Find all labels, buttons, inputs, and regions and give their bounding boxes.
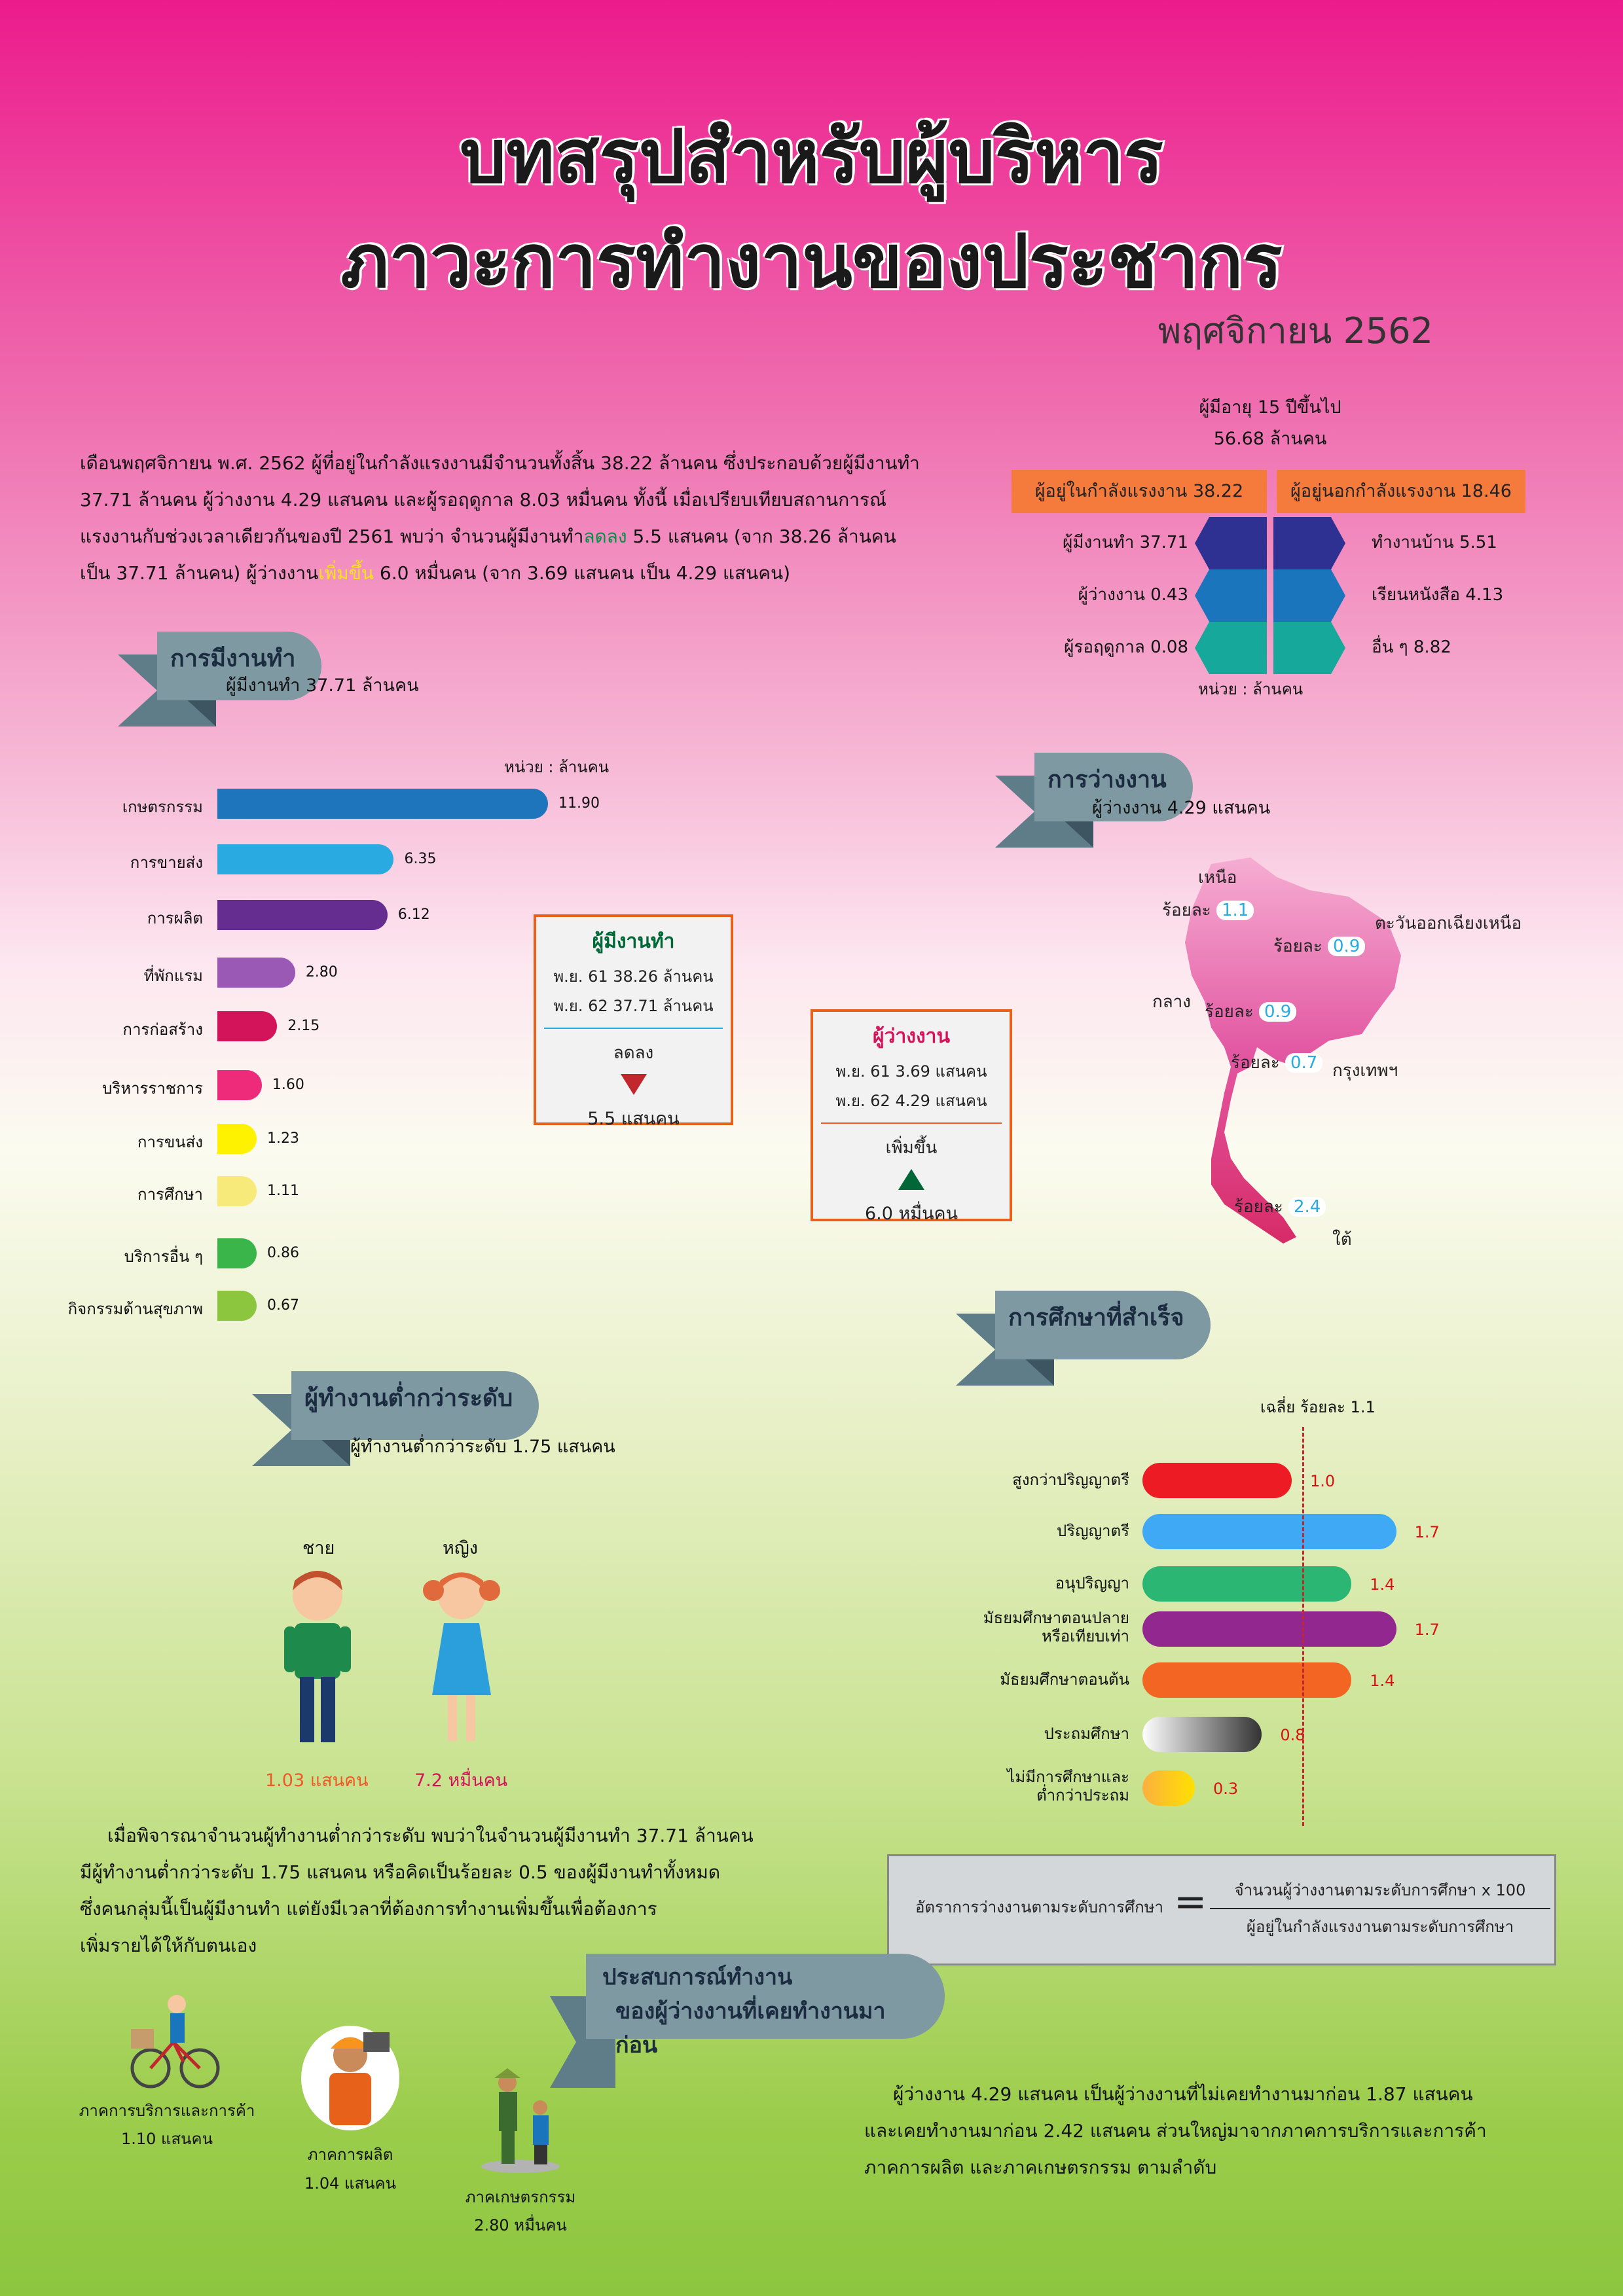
education-category-label: สูงกว่าปริญญาตรี <box>1012 1471 1129 1489</box>
education-bar-value: 1.0 <box>1310 1472 1336 1490</box>
employment-category-label: การขนส่ง <box>137 1133 203 1151</box>
unemp-box-change: เพิ่มขึ้น <box>885 1138 938 1158</box>
underemployed-ribbon <box>291 1371 539 1440</box>
intro-line: เดือนพฤศจิกายน พ.ศ. 2562 ผู้ที่อยู่ในกำลังแรงงานมีจำนวนทั้งสิ้น 38.22 ล้านคน ซึ่งประกอบด้วยผู้มีงานทำ <box>80 452 920 474</box>
region-north-name: เหนือ <box>1198 868 1237 888</box>
experience-ribbon-line1: ประสบการณ์ทำงาน <box>602 1964 793 1990</box>
unemp-box-row1: พ.ย. 61 3.69 แสนคน <box>835 1062 987 1081</box>
employment-category-label: การศึกษา <box>137 1185 203 1204</box>
employed-unit: หน่วย : ล้านคน <box>504 758 610 776</box>
employment-bar-value: 0.67 <box>267 1297 299 1314</box>
unemployment-ribbon-label: การว่างงาน <box>1034 753 1193 821</box>
employment-bar <box>217 844 393 874</box>
education-bar <box>1142 1566 1351 1602</box>
pop-left-1: ผู้ว่างงาน 0.43 <box>1078 585 1188 605</box>
employment-bar-value: 2.15 <box>287 1018 320 1034</box>
sector-service-name: ภาคการบริการและการค้า <box>79 2102 255 2120</box>
female-value: 7.2 หมื่นคน <box>414 1770 508 1791</box>
education-category-label: มัธยมศึกษาตอนปลาย หรือเทียบเท่า <box>983 1609 1129 1645</box>
education-ribbon <box>995 1291 1211 1359</box>
sector-manufacturing-name: ภาคการผลิต <box>307 2145 393 2164</box>
formula-denominator: ผู้อยู่ในกำลังแรงงานตามระดับการศึกษา <box>1246 1918 1514 1936</box>
education-bar <box>1142 1662 1351 1698</box>
formula-left: อัตราการว่างงานตามระดับการศึกษา <box>915 1898 1163 1916</box>
employment-category-label: การก่อสร้าง <box>122 1020 203 1039</box>
equals-sign: = <box>1174 1879 1207 1925</box>
education-ribbon-label: การศึกษาที่สำเร็จ <box>995 1291 1211 1359</box>
sector-agriculture-value: 2.80 หมื่นคน <box>474 2216 567 2234</box>
employment-bar-value: 11.90 <box>558 795 600 812</box>
employment-category-label: การขายส่ง <box>130 853 203 872</box>
male-value: 1.03 แสนคน <box>265 1770 369 1791</box>
education-category-label: ประถมศึกษา <box>1044 1725 1129 1743</box>
education-bar <box>1142 1463 1292 1498</box>
region-south-rate: ร้อยละ 2.4 <box>1234 1193 1326 1220</box>
region-northeast-name: ตะวันออกเฉียงเหนือ <box>1375 914 1522 933</box>
pop-age: ผู้มีอายุ 15 ปีขึ้นไป <box>1199 397 1341 418</box>
emp-box-row2: พ.ย. 62 37.71 ล้านคน <box>553 997 714 1015</box>
emp-box-row1: พ.ย. 61 38.26 ล้านคน <box>553 967 714 986</box>
education-category-label: อนุปริญญา <box>1055 1574 1129 1592</box>
underemployed-ribbon-label: ผู้ทำงานต่ำกว่าระดับ <box>291 1371 539 1440</box>
education-bar-value: 0.8 <box>1280 1726 1305 1744</box>
underemployed-paragraph: เมื่อพิจารณาจำนวนผู้ทำงานต่ำกว่าระดับ พบว่าในจำนวนผู้มีงานทำ 37.71 ล้านคน มีผู้ทำงานต่ำกว่าระดับ 1.75 แสนคน หรือคิดเป็นร้อยละ 0.5 ของผู้มีงานทำทั้งหมด ซึ่งคนกลุ่มนี้เป็นผู้มีงานทำ แต่ยังมีเวลาที่ต้องการทำงานเพิ่มขึ้นเพื่อต้องการ เพิ่มรายได้ให้กับตนเอง <box>80 1825 754 1956</box>
experience-ribbon-line2: ของผู้ว่างงานที่เคยทำงานมาก่อน <box>615 1998 886 2058</box>
employed-compare-box <box>534 914 733 1129</box>
unemp-box-row2: พ.ย. 62 4.29 แสนคน <box>835 1092 987 1110</box>
sector-manufacturing-value: 1.04 แสนคน <box>304 2174 397 2193</box>
education-bar-value: 1.4 <box>1370 1672 1395 1690</box>
education-category-label: ไม่มีการศึกษาและ ต่ำกว่าประถม <box>1007 1768 1129 1804</box>
cyclist-icon <box>124 1990 223 2094</box>
education-bar <box>1142 1611 1396 1647</box>
education-category-label: ปริญญาตรี <box>1057 1522 1129 1540</box>
emp-box-change: ลดลง <box>613 1043 654 1063</box>
farmers-icon <box>478 2068 563 2173</box>
unemployed-compare-box <box>811 1009 1012 1224</box>
employment-bar <box>217 958 295 988</box>
intro-line: 37.71 ล้านคน ผู้ว่างงาน 4.29 แสนคน และผู้รอฤดูกาล 8.03 หมื่นคน ทั้งนี้ เมื่อเปรียบเทียบสถานการณ์ <box>80 489 886 511</box>
employment-category-label: เกษตรกรรม <box>122 798 203 816</box>
education-bar <box>1142 1770 1195 1806</box>
education-bar-value: 1.7 <box>1414 1523 1440 1541</box>
employment-bar <box>217 1124 257 1154</box>
employment-category-label: กิจกรรมด้านสุขภาพ <box>67 1300 203 1318</box>
employment-category-label: บริหารราชการ <box>102 1079 203 1098</box>
pop-right-2: อื่น ๆ 8.82 <box>1372 637 1451 657</box>
experience-paragraph: ผู้ว่างงาน 4.29 แสนคน เป็นผู้ว่างงานที่ไม่เคยทำงานมาก่อน 1.87 แสนคน และเคยทำงานมาก่อน 2.42 แสนคน ส่วนใหญ่มาจากภาคการบริการและการค้า ภาคการผลิต และภาคเกษตรกรรม ตามลำดับ <box>864 2083 1487 2178</box>
underemployed-sub: ผู้ทำงานต่ำกว่าระดับ 1.75 แสนคน <box>350 1437 615 1457</box>
pop-right-1: เรียนหนังสือ 4.13 <box>1372 585 1504 605</box>
experience-ribbon <box>586 1954 945 2058</box>
education-average: เฉลี่ย ร้อยละ 1.1 <box>1260 1398 1376 1416</box>
pop-left-2: ผู้รอฤดูกาล 0.08 <box>1064 637 1188 657</box>
down-arrow-icon <box>621 1074 647 1095</box>
employment-category-label: ที่พักแรม <box>143 967 203 985</box>
employment-bar-value: 1.60 <box>272 1077 304 1093</box>
report-month: พฤศจิกายน 2562 <box>1158 310 1433 351</box>
region-northeast-rate: ร้อยละ 0.9 <box>1273 933 1365 960</box>
employment-bar <box>217 1176 257 1206</box>
emp-box-title: ผู้มีงานทำ <box>592 930 675 953</box>
intro-line: เป็น 37.71 ล้านคน) ผู้ว่างงานเพิ่มขึ้น 6.0 หมื่นคน (จาก 3.69 แสนคน เป็น 4.29 แสนคน) <box>80 562 791 584</box>
education-bar <box>1142 1514 1396 1549</box>
emp-box-amount: 5.5 แสนคน <box>587 1109 680 1129</box>
unemp-box-title: ผู้ว่างงาน <box>873 1025 950 1048</box>
education-bar-value: 1.7 <box>1414 1621 1440 1639</box>
in-labor-force: ผู้อยู่ในกำลังแรงงาน 38.22 <box>1012 470 1267 513</box>
pop-left-0: ผู้มีงานทำ 37.71 <box>1063 533 1188 552</box>
employment-bar <box>217 900 388 930</box>
region-central-name: กลาง <box>1152 992 1191 1012</box>
region-bangkok-rate: ร้อยละ 0.7 <box>1231 1049 1322 1076</box>
formula-numerator: จำนวนผู้ว่างงานตามระดับการศึกษา x 100 <box>1210 1877 1550 1909</box>
unemployment-sub: ผู้ว่างงาน 4.29 แสนคน <box>1092 798 1271 818</box>
employment-bar <box>217 1238 257 1268</box>
intro-line: แรงงานกับช่วงเวลาเดียวกันของปี 2561 พบว่า จำนวนผู้มีงานทำลดลง 5.5 แสนคน (จาก 38.26 ล้านคน <box>80 526 896 547</box>
region-bangkok-name: กรุงเทพฯ <box>1332 1061 1398 1081</box>
out-labor-force: ผู้อยู่นอกกำลังแรงงาน 18.46 <box>1277 470 1525 513</box>
employment-bar <box>217 1291 257 1321</box>
boy-icon <box>275 1564 360 1754</box>
title-line-2: ภาวะการทำงานของประชากร <box>340 219 1283 304</box>
education-bar-value: 0.3 <box>1213 1780 1239 1798</box>
education-average-line <box>1302 1427 1304 1826</box>
title-line-1: บทสรุปสำหรับผู้บริหาร <box>460 114 1163 200</box>
region-south-name: ใต้ <box>1332 1230 1352 1249</box>
factory-worker-icon <box>298 2019 403 2134</box>
employment-bar-value: 1.11 <box>267 1183 299 1199</box>
employment-bar-value: 6.35 <box>404 851 437 867</box>
employed-ribbon-label: การมีงานทำ <box>157 632 321 700</box>
up-arrow-icon <box>898 1169 924 1190</box>
education-category-label: มัธยมศึกษาตอนต้น <box>1000 1670 1129 1689</box>
employment-bar <box>217 1070 262 1100</box>
unemp-box-amount: 6.0 หมื่นคน <box>864 1204 958 1224</box>
employment-bar-value: 2.80 <box>305 964 338 980</box>
education-bar-value: 1.4 <box>1370 1575 1395 1594</box>
sector-agriculture-name: ภาคเกษตรกรรม <box>465 2188 576 2206</box>
employment-category-label: การผลิต <box>147 909 203 927</box>
employment-bar <box>217 1011 277 1041</box>
female-label: หญิง <box>443 1538 478 1558</box>
girl-icon <box>419 1564 504 1754</box>
male-label: ชาย <box>302 1538 335 1558</box>
employment-bar-value: 6.12 <box>397 906 430 923</box>
employment-bar-value: 0.86 <box>267 1245 299 1261</box>
employed-sub: ผู้มีงานทำ 37.71 ล้านคน <box>226 675 419 696</box>
employment-bar-value: 1.23 <box>267 1130 299 1147</box>
intro-paragraph <box>80 445 944 592</box>
education-bar <box>1142 1717 1262 1752</box>
formula-box <box>887 1854 1556 1965</box>
sector-service-value: 1.10 แสนคน <box>120 2130 213 2148</box>
pop-right-0: ทำงานบ้าน 5.51 <box>1372 533 1497 552</box>
employment-category-label: บริการอื่น ๆ <box>124 1247 203 1266</box>
region-north-rate: ร้อยละ 1.1 <box>1162 897 1254 924</box>
employment-bar <box>217 789 548 819</box>
pop-unit: หน่วย : ล้านคน <box>1198 680 1304 698</box>
region-central-rate: ร้อยละ 0.9 <box>1205 998 1296 1025</box>
pop-total: 56.68 ล้านคน <box>1213 429 1327 449</box>
